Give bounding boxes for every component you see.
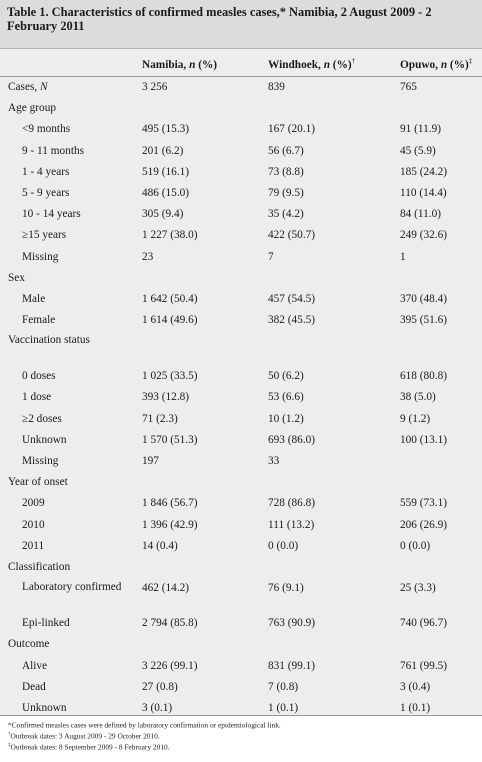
cell-opuwo: 84 (11.0) (400, 208, 441, 221)
table-row (0, 119, 482, 140)
table-title: Table 1. Characteristics of confirmed measles cases,* Namibia, 2 August 2009 - 2 February 2011 (7, 5, 432, 33)
cell-namibia: 27 (0.8) (142, 680, 178, 693)
footnote: *Confirmed measles cases were defined by laboratory confirmation or epidemiological link. (8, 720, 281, 730)
cell-opuwo: 761 (99.5) (400, 659, 448, 672)
cell-namibia: 1 846 (56.7) (142, 497, 198, 510)
table-row (0, 331, 482, 366)
cell-opuwo: 740 (96.7) (400, 617, 448, 630)
row-label: Unknown (22, 701, 67, 714)
row-label: Cases, N (8, 81, 48, 93)
cell-windhoek: 1 (0.1) (268, 701, 299, 714)
cell-windhoek: 76 (9.1) (268, 582, 304, 595)
cell-windhoek: 7 (0.8) (268, 680, 299, 693)
row-label: Unknown (22, 433, 67, 446)
cell-windhoek: 35 (4.2) (268, 208, 304, 221)
column-header-windhoek: Windhoek, n (%)† (268, 57, 356, 71)
cell-opuwo: 206 (26.9) (400, 518, 448, 531)
row-label: 5 - 9 years (22, 186, 70, 199)
row-label: 1 dose (22, 391, 52, 404)
cell-namibia: 3 256 (142, 81, 168, 93)
cell-windhoek: 167 (20.1) (268, 123, 316, 136)
column-header-opuwo: Opuwo, n (%)‡ (400, 57, 473, 71)
cell-windhoek: 33 (268, 455, 280, 467)
cell-namibia: 1 396 (42.9) (142, 518, 198, 531)
cell-namibia: 393 (12.8) (142, 391, 190, 404)
row-label: <9 months (22, 123, 71, 136)
cell-namibia: 3 226 (99.1) (142, 659, 198, 672)
table-row (0, 387, 482, 408)
cell-opuwo: 1 (0.1) (400, 701, 431, 714)
row-label: Alive (22, 659, 48, 672)
cell-opuwo: 110 (14.4) (400, 186, 447, 199)
table-row (0, 578, 482, 613)
cell-opuwo: 765 (400, 81, 417, 93)
cell-windhoek: 382 (45.5) (268, 314, 316, 327)
row-label: Female (22, 314, 56, 327)
cell-opuwo: 1 (400, 250, 406, 263)
cell-windhoek: 73 (8.8) (268, 165, 304, 178)
cell-opuwo: 0 (0.0) (400, 539, 431, 552)
cell-namibia: 14 (0.4) (142, 539, 178, 552)
table-row (0, 698, 482, 719)
row-label: Dead (22, 680, 46, 693)
cell-namibia: 495 (15.3) (142, 123, 190, 136)
cell-windhoek: 111 (13.2) (268, 518, 315, 531)
table-row (0, 493, 482, 514)
row-label: Sex (8, 271, 25, 284)
footnote: †Outbreak dates: 3 August 2009 - 29 October 2010. (8, 731, 160, 741)
row-label: 2010 (22, 518, 45, 531)
cell-namibia: 1 642 (50.4) (142, 292, 198, 305)
cell-namibia: 201 (6.2) (142, 144, 184, 157)
cell-opuwo: 91 (11.9) (400, 123, 441, 136)
cell-namibia: 305 (9.4) (142, 208, 184, 221)
cell-windhoek: 457 (54.5) (268, 292, 316, 305)
table-row (0, 430, 482, 451)
row-label: Missing (22, 455, 59, 467)
cell-namibia: 1 614 (49.6) (142, 314, 198, 327)
footnote: ‡Outbreak dates: 8 September 2009 - 8 February 2010. (8, 742, 170, 752)
cell-opuwo: 25 (3.3) (400, 582, 436, 595)
row-label: Classification (8, 560, 71, 573)
cell-opuwo: 559 (73.1) (400, 497, 448, 510)
table-row (0, 472, 482, 493)
title-bar (0, 0, 482, 48)
table-row (0, 515, 482, 536)
cell-namibia: 1 227 (38.0) (142, 229, 198, 242)
table-row (0, 677, 482, 698)
row-label: Laboratory confirmed (22, 581, 122, 594)
cell-opuwo: 370 (48.4) (400, 292, 448, 305)
row-label: 2011 (22, 539, 45, 552)
row-label: ≥2 doses (22, 412, 62, 425)
cell-windhoek: 831 (99.1) (268, 659, 316, 672)
cell-namibia: 519 (16.1) (142, 165, 190, 178)
table-row (0, 536, 482, 557)
row-label: 9 - 11 months (22, 144, 85, 157)
cell-windhoek: 422 (50.7) (268, 229, 316, 242)
row-label: 2009 (22, 497, 45, 510)
table-row (0, 557, 482, 578)
cell-opuwo: 3 (0.4) (400, 680, 431, 693)
cell-opuwo: 185 (24.2) (400, 165, 448, 178)
table-header (0, 48, 482, 77)
cell-opuwo: 249 (32.6) (400, 229, 448, 242)
table-row (0, 656, 482, 677)
cell-namibia: 1 025 (33.5) (142, 370, 198, 383)
table-row (0, 310, 482, 331)
table-row (0, 162, 482, 183)
row-label: 0 doses (22, 370, 56, 383)
table-row (0, 247, 482, 268)
cell-namibia: 197 (142, 455, 159, 467)
row-label: Year of onset (8, 476, 68, 489)
row-label: Male (22, 292, 46, 305)
cell-opuwo: 618 (80.8) (400, 370, 448, 383)
cell-namibia: 23 (142, 250, 154, 263)
cell-windhoek: 839 (268, 81, 285, 93)
table-row (0, 183, 482, 204)
cell-namibia: 462 (14.2) (142, 582, 190, 595)
cell-opuwo: 9 (1.2) (400, 412, 431, 425)
column-header-namibia: Namibia, n (%) (142, 58, 218, 71)
table-row (0, 225, 482, 246)
table-row (0, 409, 482, 430)
footnotes (8, 719, 478, 752)
cell-namibia: 3 (0.1) (142, 701, 173, 714)
table-row (0, 98, 482, 119)
row-label: Age group (8, 102, 57, 115)
cell-namibia: 486 (15.0) (142, 186, 190, 199)
table-row (0, 204, 482, 225)
cases-row (0, 77, 482, 98)
row-label: 10 - 14 years (22, 208, 81, 221)
cell-windhoek: 763 (90.9) (268, 617, 316, 630)
cell-namibia: 1 570 (51.3) (142, 433, 198, 446)
table-row (0, 613, 482, 634)
table-body (0, 77, 482, 719)
table-row (0, 451, 482, 472)
table-row (0, 141, 482, 162)
row-label: ≥15 years (22, 229, 67, 242)
cell-windhoek: 56 (6.7) (268, 144, 304, 157)
table-row (0, 366, 482, 387)
row-label: Outcome (8, 638, 50, 651)
cell-windhoek: 50 (6.2) (268, 370, 304, 383)
table-row (0, 634, 482, 655)
row-label: 1 - 4 years (22, 165, 70, 178)
cell-windhoek: 693 (86.0) (268, 433, 316, 446)
cell-windhoek: 79 (9.5) (268, 186, 304, 199)
cell-namibia: 2 794 (85.8) (142, 617, 198, 630)
cell-opuwo: 38 (5.0) (400, 391, 436, 404)
cell-opuwo: 45 (5.9) (400, 144, 436, 157)
row-label: Vaccination status (8, 334, 90, 347)
cell-opuwo: 395 (51.6) (400, 314, 448, 327)
cell-windhoek: 53 (6.6) (268, 391, 304, 404)
table-row (0, 268, 482, 289)
row-label: Missing (22, 250, 59, 263)
table-row (0, 289, 482, 310)
cell-windhoek: 0 (0.0) (268, 539, 299, 552)
cell-opuwo: 100 (13.1) (400, 433, 448, 446)
cell-windhoek: 7 (268, 250, 274, 263)
cell-windhoek: 10 (1.2) (268, 412, 304, 425)
cell-windhoek: 728 (86.8) (268, 497, 316, 510)
row-label: Epi-linked (22, 617, 70, 630)
cell-namibia: 71 (2.3) (142, 412, 178, 425)
